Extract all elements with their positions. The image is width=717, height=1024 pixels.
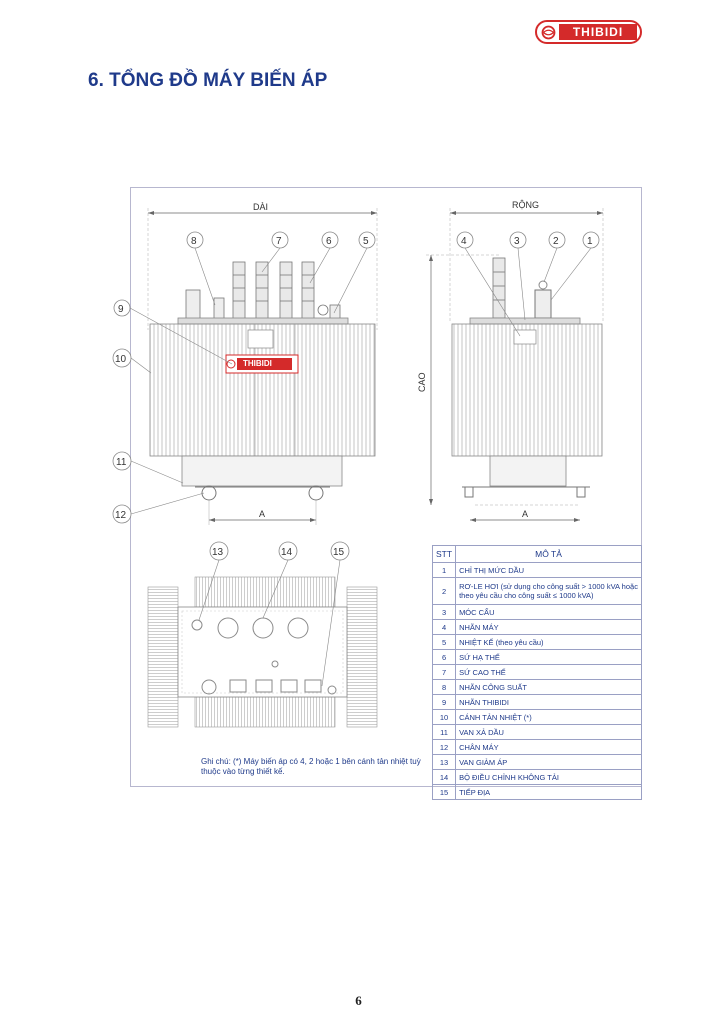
- stt-cell: 9: [433, 695, 456, 710]
- table-row: [433, 725, 642, 740]
- table-row: [433, 665, 642, 680]
- stt-cell: 10: [433, 710, 456, 725]
- page-number: 6: [355, 993, 362, 1008]
- width-label: RỘNG: [512, 200, 539, 210]
- table-row: [433, 740, 642, 755]
- section-heading: 6. TỔNG ĐỒ MÁY BIẾN ÁP: [88, 70, 328, 91]
- callout-4: 4: [461, 236, 467, 247]
- top-view: [148, 577, 377, 727]
- footnote: Ghi chú: (*) Máy biến áp có 4, 2 hoặc 1 bên cánh tản nhiệt tuỳ thuộc vào từng thiết kế.: [201, 757, 421, 776]
- stt-cell: 5: [433, 635, 456, 650]
- desc-cell: CHÂN MÁY: [456, 740, 642, 755]
- description-header: MÔ TẢ: [456, 546, 642, 563]
- length-label: DÀI: [253, 202, 269, 212]
- callout-13: 13: [212, 547, 224, 558]
- stt-cell: 12: [433, 740, 456, 755]
- callout-11: 11: [116, 457, 127, 468]
- table-row: [433, 785, 642, 800]
- desc-cell: NHÃN CÔNG SUẤT: [456, 680, 642, 695]
- desc-cell: SỨ CAO THẾ: [456, 665, 642, 680]
- callout-7: 7: [276, 236, 282, 247]
- stt-cell: 7: [433, 665, 456, 680]
- callout-9: 9: [118, 304, 124, 315]
- table-row: [433, 710, 642, 725]
- desc-cell: CÁNH TẢN NHIỆT (*): [456, 710, 642, 725]
- callout-6: 6: [326, 236, 332, 247]
- callout-1: 1: [587, 236, 593, 247]
- side-view: [426, 208, 603, 522]
- table-row: [433, 770, 642, 785]
- stt-cell: 6: [433, 650, 456, 665]
- stt-cell: 15: [433, 785, 456, 800]
- stt-cell: 11: [433, 725, 456, 740]
- stt-header: STT: [433, 546, 456, 563]
- callout-15: 15: [333, 547, 345, 558]
- desc-cell: TIẾP ĐỊA: [456, 785, 642, 800]
- desc-cell: NHÃN THIBIDI: [456, 695, 642, 710]
- desc-cell: MÓC CẨU: [456, 605, 642, 620]
- stt-cell: 3: [433, 605, 456, 620]
- desc-cell: SỨ HẠ THẾ: [456, 650, 642, 665]
- callout-12: 12: [115, 510, 127, 521]
- table-row: [433, 695, 642, 710]
- desc-cell: NHÃN MÁY: [456, 620, 642, 635]
- table-row: [433, 635, 642, 650]
- callout-14: 14: [281, 547, 293, 558]
- logo-text: THIBIDI: [559, 24, 637, 40]
- height-label: CAO: [417, 372, 427, 392]
- callout-3: 3: [514, 236, 520, 247]
- desc-cell: VAN XẢ DẦU: [456, 725, 642, 740]
- callout-10: 10: [115, 354, 127, 365]
- stt-cell: 8: [433, 680, 456, 695]
- callout-8: 8: [191, 236, 197, 247]
- stt-cell: 2: [433, 578, 456, 605]
- desc-cell: RƠ-LE HƠI (sử dụng cho công suất > 1000 kVA hoặc theo yêu cầu cho công suất ≤ 1000 kVA): [456, 578, 642, 605]
- side-a-label: A: [522, 509, 529, 519]
- stt-cell: 4: [433, 620, 456, 635]
- front-a-label: A: [259, 509, 266, 519]
- table-row: [433, 650, 642, 665]
- desc-cell: BỘ ĐIỀU CHỈNH KHÔNG TẢI: [456, 770, 642, 785]
- desc-cell: CHỈ THỊ MỨC DẦU: [456, 563, 642, 578]
- nameplate-text: THIBIDI: [243, 359, 272, 368]
- table-header-row: [433, 546, 642, 563]
- callout-5: 5: [363, 236, 369, 247]
- desc-cell: VAN GIẢM ÁP: [456, 755, 642, 770]
- table-row: [433, 680, 642, 695]
- table-row: [433, 605, 642, 620]
- stt-cell: 1: [433, 563, 456, 578]
- table-row: [433, 620, 642, 635]
- stt-cell: 13: [433, 755, 456, 770]
- stt-cell: 14: [433, 770, 456, 785]
- table-row: [433, 755, 642, 770]
- callout-2: 2: [553, 236, 559, 247]
- desc-cell: NHIỆT KẾ (theo yêu cầu): [456, 635, 642, 650]
- parts-table: [432, 545, 642, 800]
- table-row: [433, 578, 642, 605]
- table-row: [433, 563, 642, 578]
